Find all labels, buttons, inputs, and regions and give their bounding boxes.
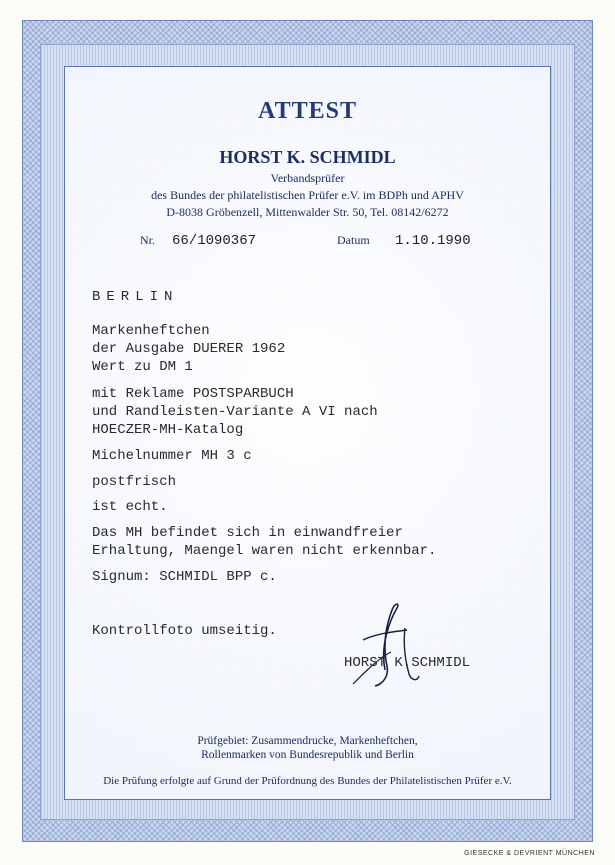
- signature-name: HORST K.SCHMIDL: [344, 655, 471, 671]
- body-line: ist echt.: [92, 499, 168, 515]
- body-line: Das MH befindet sich in einwandfreier: [92, 525, 403, 541]
- body-line: mit Reklame POSTSPARBUCH: [92, 386, 294, 402]
- body-line: Michelnummer MH 3 c: [92, 448, 252, 464]
- footer-scope-line-2: Rollenmarken von Bundesrepublik und Berlin: [201, 749, 414, 761]
- body-line: postfrisch: [92, 474, 177, 490]
- issuer-address: D-8038 Gröbenzell, Mittenwalder Str. 50, Tel. 08142/6272: [166, 205, 449, 219]
- body-line: HOECZER-MH-Katalog: [92, 422, 244, 438]
- issuer-role: Verbandsprüfer: [270, 171, 345, 185]
- issuer-association: des Bundes der philatelistischen Prüfer e.V. im BDPh und APHV: [151, 188, 464, 202]
- body-line: Signum: SCHMIDL BPP c.: [92, 569, 277, 585]
- printer-imprint: GIESECKE & DEVRIENT MÜNCHEN: [464, 850, 595, 857]
- nr-label: Nr.: [140, 233, 155, 247]
- nr-value: 66/1090367: [172, 233, 257, 249]
- handwritten-signature: [345, 600, 435, 690]
- region-heading: BERLIN: [92, 289, 179, 305]
- body-line: Erhaltung, Maengel waren nicht erkennbar.: [92, 543, 437, 559]
- datum-value: 1.10.1990: [395, 233, 471, 249]
- datum-label: Datum: [337, 233, 370, 247]
- footer-regulation: Die Prüfung erfolgte auf Grund der Prüfordnung des Bundes der Philatelistischen Prüfer e.V.: [103, 775, 512, 787]
- body-line: Wert zu DM 1: [92, 359, 193, 375]
- body-line: Kontrollfoto umseitig.: [92, 623, 277, 639]
- body-line: der Ausgabe DUERER 1962: [92, 341, 286, 357]
- footer-scope-line-1: Prüfgebiet: Zusammendrucke, Markenheftchen,: [197, 735, 418, 747]
- issuer-name: HORST K. SCHMIDL: [219, 147, 396, 167]
- certificate-title: ATTEST: [258, 98, 357, 124]
- body-line: Markenheftchen: [92, 323, 210, 339]
- body-line: und Randleisten-Variante A VI nach: [92, 404, 378, 420]
